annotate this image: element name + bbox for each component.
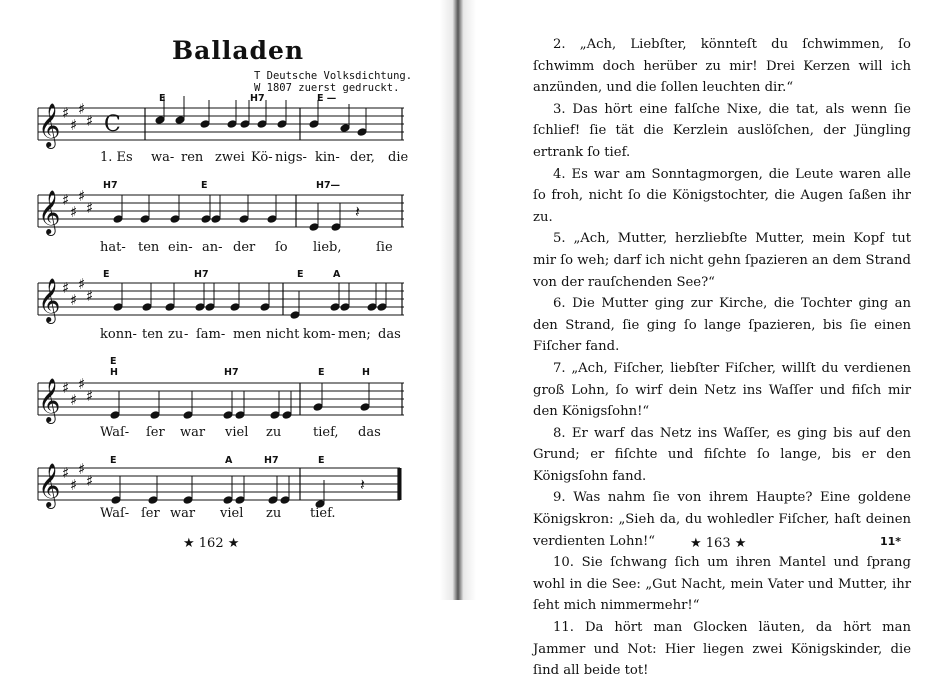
page-number-left: ★ 162 ★ — [183, 536, 240, 551]
note-head — [113, 303, 123, 312]
chord-label: E — [318, 367, 325, 378]
note-head — [239, 215, 249, 224]
note-head — [280, 496, 290, 505]
lyric-syllable: ſo — [275, 240, 288, 255]
lyric-syllable: wa- — [151, 150, 175, 165]
sharp-icon: ♯ — [62, 379, 70, 397]
stanza-3: 3. Das hört eine falſche Nixe, die tat, als wenn ſie ſchlief! ſie tät die Kerzlein auslöſchen, der Jüngling ertrank ſo tief. — [533, 101, 911, 160]
note-head — [235, 496, 245, 505]
chord-label: E — [201, 180, 208, 191]
stanza-7: 7. „Ach, Fiſcher, liebſter Fiſcher, willſt du verdienen groß Lohn, ſo wirf dein Netz ins Waſſer und fiſch mir den Königsſohn!“ — [533, 360, 911, 420]
note-head — [331, 223, 341, 232]
lyric-syllable: nicht — [266, 327, 300, 342]
lyric-syllable: ſer — [141, 506, 160, 521]
sharp-icon: ♯ — [70, 116, 78, 134]
lyric-syllable: zwei — [215, 150, 245, 165]
lyric-syllable: war — [180, 425, 206, 440]
lyric-syllable: zu — [266, 506, 282, 521]
note-head — [309, 223, 319, 232]
sharp-icon: ♯ — [70, 203, 78, 221]
lyric-syllable: hat- — [100, 240, 126, 255]
stanza-5: 5. „Ach, Mutter, herzliebſte Mutter, mein Kopf tut mir ſo weh; darf ich nicht gehn ſpazieren an dem Strand von der rauſchenden See?“ — [533, 231, 911, 290]
note-head — [183, 496, 193, 505]
note-head — [223, 496, 233, 505]
sharp-icon: ♯ — [62, 279, 70, 297]
sharp-icon: ♯ — [70, 291, 78, 309]
lyric-syllable: zu — [168, 327, 184, 342]
chord-label: E — [110, 356, 117, 367]
note-head — [200, 120, 210, 129]
note-head — [201, 215, 211, 224]
note-head — [165, 303, 175, 312]
note-head — [290, 311, 300, 320]
note-head — [175, 116, 185, 125]
sharp-icon: ♯ — [86, 287, 94, 305]
note-head — [377, 303, 387, 312]
note-head — [257, 120, 267, 129]
rest-icon: 𝄽 — [355, 202, 360, 221]
chord-label: A — [333, 269, 341, 280]
note-head — [267, 215, 277, 224]
sharp-icon: ♯ — [78, 460, 86, 478]
lyric-syllable: ſie — [376, 240, 393, 255]
lyric-syllable: nigs- — [275, 150, 307, 165]
chord-label: H7 — [224, 367, 239, 378]
note-head — [282, 411, 292, 420]
sharp-icon: ♯ — [78, 187, 86, 205]
note-head — [260, 303, 270, 312]
sharp-icon: ♯ — [78, 375, 86, 393]
note-head — [235, 411, 245, 420]
note-head — [113, 215, 123, 224]
note-head — [148, 496, 158, 505]
note-head — [330, 303, 340, 312]
lyric-syllable: die — [388, 150, 409, 165]
song-title: Balladen — [172, 36, 305, 65]
lyric-syllable: ten — [138, 240, 160, 255]
note-head — [227, 120, 237, 129]
note-head — [155, 116, 165, 125]
lyric-syllable: kom- — [303, 327, 336, 342]
sharp-icon: ♯ — [78, 275, 86, 293]
stanza-8: 8. Er warf das Netz ins Waſſer, es ging bis auf den Grund; er fiſchte und fiſchte ſo lange, bis er den Königsſohn fand. — [533, 425, 911, 484]
lyric-syllable: ein- — [168, 240, 193, 255]
melody-attribution: W 1807 zuerst gedruckt. — [254, 82, 400, 94]
note-head — [340, 303, 350, 312]
note-head — [240, 120, 250, 129]
note-head — [111, 496, 121, 505]
note-head — [170, 215, 180, 224]
sharp-icon: ♯ — [70, 391, 78, 409]
lyric-syllable: Kö- — [251, 150, 273, 165]
sharp-icon: ♯ — [62, 464, 70, 482]
lyric-syllable: der, — [350, 150, 375, 165]
note-head — [277, 120, 287, 129]
lyric-syllable: 1. Es — [100, 150, 133, 165]
lyric-syllable: tief. — [310, 506, 336, 521]
stanza-list — [533, 34, 911, 682]
lyric-syllable: ſam- — [196, 327, 226, 342]
chord-label: H7 — [264, 455, 279, 466]
treble-clef-icon: 𝄞 — [38, 378, 61, 422]
note-head — [140, 215, 150, 224]
lyric-syllable: - — [184, 327, 189, 342]
chord-label: E — [297, 269, 304, 280]
note-head — [211, 215, 221, 224]
lyric-syllable: der — [233, 240, 256, 255]
chord-label: H — [110, 367, 118, 378]
lyric-syllable: lieb, — [313, 240, 342, 255]
sharp-icon: ♯ — [86, 199, 94, 217]
rest-icon: 𝄽 — [360, 475, 365, 494]
note-head — [340, 124, 350, 133]
treble-clef-icon: 𝄞 — [38, 190, 61, 234]
stanza-9: 9. Was nahm ſie von ihrem Haupte? Eine goldene Königskron: „Sieh da, du wohledler Fiſcher, haſt deinen verdienten Lohn!“ — [533, 490, 911, 549]
lyric-syllable: war — [170, 506, 196, 521]
stanza-10: 10. Sie ſchwang ſich um ihren Mantel und ſprang wohl in die See: „Gut Nacht, mein Vater und Mutter, ihr ſeht mich nimmermehr!“ — [533, 555, 911, 614]
lyric-syllable: ten — [142, 327, 164, 342]
time-signature: C — [104, 112, 121, 137]
lyric-syllable: Waſ- — [100, 506, 130, 521]
sharp-icon: ♯ — [86, 387, 94, 405]
chord-label: H7 — [194, 269, 209, 280]
note-head — [268, 496, 278, 505]
lyric-syllable: ſer — [146, 425, 165, 440]
lyric-syllable: an- — [202, 240, 223, 255]
chord-label: H7 — [250, 93, 265, 104]
note-head — [309, 120, 319, 129]
sharp-icon: ♯ — [70, 476, 78, 494]
sharp-icon: ♯ — [78, 100, 86, 118]
chord-label: H — [362, 367, 370, 378]
note-head — [142, 303, 152, 312]
note-head — [183, 411, 193, 420]
stanza-6: 6. Die Mutter ging zur Kirche, die Tochter ging an den Strand, ſie ging ſo lange ſpazieren, bis ſie einen Fiſcher fand. — [533, 296, 911, 355]
sharp-icon: ♯ — [62, 191, 70, 209]
chord-label: H7— — [316, 180, 341, 191]
lyric-syllable: viel — [225, 425, 249, 440]
chord-label: A — [225, 455, 233, 466]
lyric-syllable: men — [233, 327, 262, 342]
note-head — [357, 128, 367, 137]
lyric-syllable: zu — [266, 425, 282, 440]
lyric-syllable: viel — [220, 506, 244, 521]
note-head — [223, 411, 233, 420]
printer-signature: 11* — [880, 535, 902, 548]
chord-label: E — [103, 269, 110, 280]
text-attribution: T Deutsche Volksdichtung. — [254, 70, 413, 82]
treble-clef-icon: 𝄞 — [38, 463, 61, 507]
note-head — [360, 403, 370, 412]
sharp-icon: ♯ — [86, 112, 94, 130]
note-head — [205, 303, 215, 312]
treble-clef-icon: 𝄞 — [38, 278, 61, 322]
chord-label: E — [159, 93, 166, 104]
page-number-right: ★ 163 ★ — [690, 536, 747, 551]
chord-label: H7 — [103, 180, 118, 191]
note-head — [313, 403, 323, 412]
note-head — [110, 411, 120, 420]
stanza-2: 2. „Ach, Liebſter, könnteſt du ſchwimmen, ſo ſchwimm doch herüber zu mir! Drei Kerzen will ich anzünden, und die ſollen leuchten dir.“ — [533, 37, 911, 96]
stanza-11: 11. Da hört man Glocken läuten, da hört man Jammer und Not: Hier liegen zwei Königskinder, die ſind all beide tot! — [533, 620, 911, 679]
treble-clef-icon: 𝄞 — [38, 103, 61, 147]
lyric-syllable: kin- — [315, 150, 340, 165]
lyric-syllable: ren — [181, 150, 204, 165]
lyric-syllable: konn- — [100, 327, 137, 342]
lyric-syllable: das — [358, 425, 381, 440]
stanza-4: 4. Es war am Sonntagmorgen, die Leute waren alle ſo froh, nicht ſo die Königstochter, die Augen ſaßen ihr zu. — [533, 166, 911, 225]
note-head — [367, 303, 377, 312]
note-head — [150, 411, 160, 420]
chord-label: E — — [317, 93, 337, 104]
sharp-icon: ♯ — [86, 472, 94, 490]
lyric-syllable: Waſ- — [100, 425, 130, 440]
note-head — [270, 411, 280, 420]
sharp-icon: ♯ — [62, 104, 70, 122]
chord-label: E — [110, 455, 117, 466]
note-head — [230, 303, 240, 312]
lyric-syllable: tief, — [313, 425, 339, 440]
chord-label: E — [318, 455, 325, 466]
lyric-syllable: men; — [338, 327, 371, 342]
lyric-syllable: das — [378, 327, 401, 342]
note-head — [195, 303, 205, 312]
